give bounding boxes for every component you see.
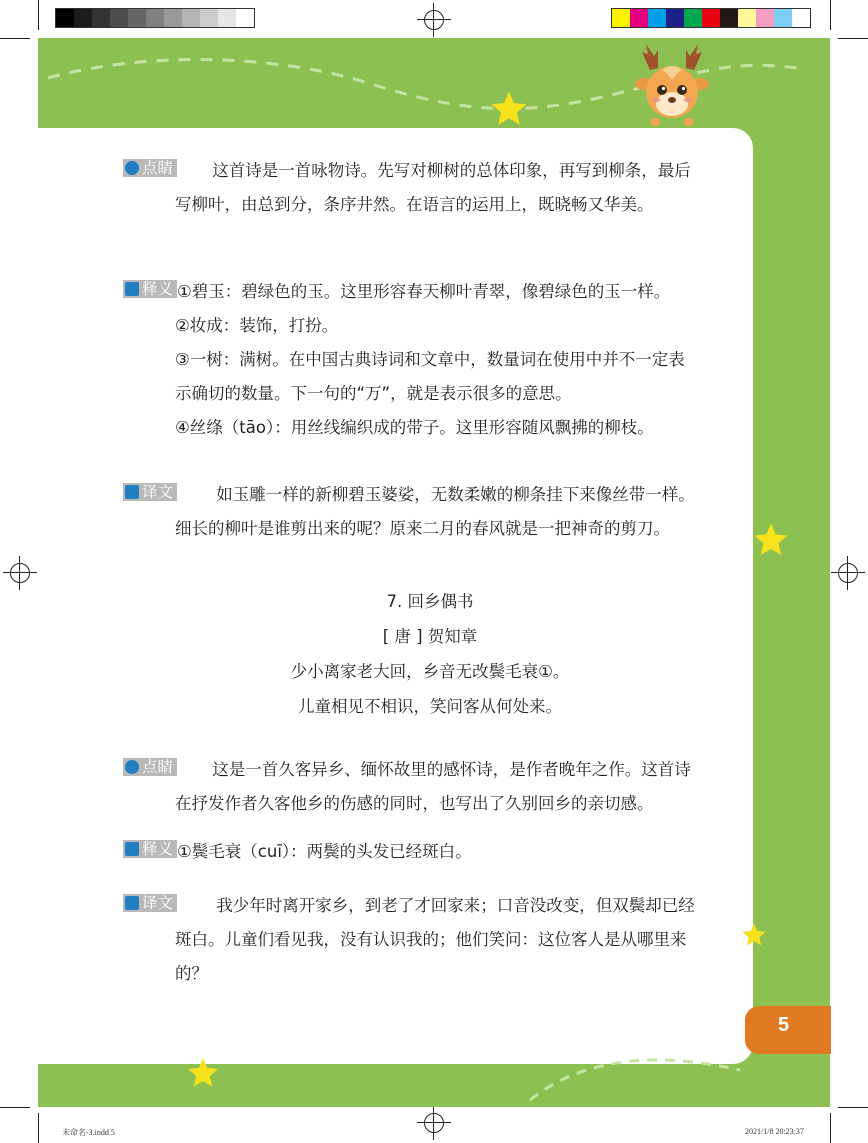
crop-mark <box>38 0 39 30</box>
footer-timestamp: 2021/1/8 20:23:37 <box>745 1127 804 1136</box>
registration-mark-right <box>831 556 865 590</box>
yiwen-note-1: 译文 如玉雕一样的新柳碧玉婆娑，无数柔嫩的柳条挂下来像丝带一样。 细长的柳叶是谁剪出来的呢？原来二月的春风就是一把神奇的剪刀。 <box>123 478 713 546</box>
star-icon <box>751 520 791 560</box>
poem-block <box>250 584 610 724</box>
footer-filename: 未命名-3.indd 5 <box>62 1128 115 1137</box>
document-icon <box>125 896 139 910</box>
dianjing-note-2: 点睛 这是一首久客异乡、缅怀故里的感怀诗，是作者晚年之作。这首诗 在抒发作者久客他乡的伤感的同时，也写出了久别回乡的亲切感。 <box>123 753 713 821</box>
page-number: 5 <box>778 1014 790 1036</box>
shiyi-tag: 释义 <box>123 280 177 298</box>
star-icon <box>740 915 768 955</box>
pencil-icon <box>125 842 139 856</box>
crop-mark <box>838 1107 868 1108</box>
color-calibration-bar <box>611 8 811 28</box>
poem-line: 儿童相见不相识，笑问客从何处来。 <box>298 697 562 716</box>
deer-mascot-icon <box>632 40 712 128</box>
poem-title: 7. 回乡偶书 <box>386 592 474 611</box>
poem-line: 少小离家老大回，乡音无改鬓毛衰①。 <box>290 662 570 681</box>
crop-mark <box>830 1113 831 1143</box>
star-icon <box>487 88 531 130</box>
star-icon <box>180 1055 226 1091</box>
poem-author: [ 唐 ] 贺知章 <box>382 627 478 646</box>
grayscale-calibration-bar <box>55 8 255 28</box>
shiyi-tag: 释义 <box>123 840 177 858</box>
target-icon <box>125 161 139 175</box>
document-icon <box>125 485 139 499</box>
registration-mark-bottom <box>417 1106 451 1140</box>
crop-mark <box>830 0 831 30</box>
shiyi-note-1: 释义 ①碧玉：碧绿色的玉。这里形容春天柳叶青翠，像碧绿色的玉一样。 ②妆成：装饰，打扮。 ③一树：满树。在中国古典诗词和文章中，数量词在使用中并不一定表 示确切的数量。下一句的“万”，就是表示很多的意思。 ④丝绦（tāo）：用丝线编织成的带子。这里形容随风飘拂的柳枝。 <box>123 275 713 445</box>
crop-mark <box>838 38 868 39</box>
dianjing-tag: 点睛 <box>123 758 177 776</box>
registration-mark-left <box>3 556 37 590</box>
target-icon <box>125 760 139 774</box>
crop-mark <box>0 38 30 39</box>
crop-mark <box>38 1113 39 1143</box>
dianjing-tag: 点睛 <box>123 159 177 177</box>
shiyi-note-2: 释义 ①鬓毛衰（cuī）：两鬓的头发已经斑白。 <box>123 835 713 869</box>
yiwen-tag: 译文 <box>123 894 177 912</box>
registration-mark-top <box>417 3 451 37</box>
yiwen-note-2: 译文 我少年时离开家乡，到老了才回家来；口音没改变，但双鬓却已经 斑白。儿童们看见我，没有认识我的；他们笑问：这位客人是从哪里来 的？ <box>123 889 713 991</box>
yiwen-tag: 译文 <box>123 483 177 501</box>
crop-mark <box>0 1107 30 1108</box>
dianjing-note-1: 点睛 这首诗是一首咏物诗。先写对柳树的总体印象，再写到柳条，最后 写柳叶，由总到分，条序井然。在语言的运用上，既晓畅又华美。 <box>123 154 713 222</box>
dashed-swirl-decoration <box>520 1050 750 1107</box>
pencil-icon <box>125 282 139 296</box>
